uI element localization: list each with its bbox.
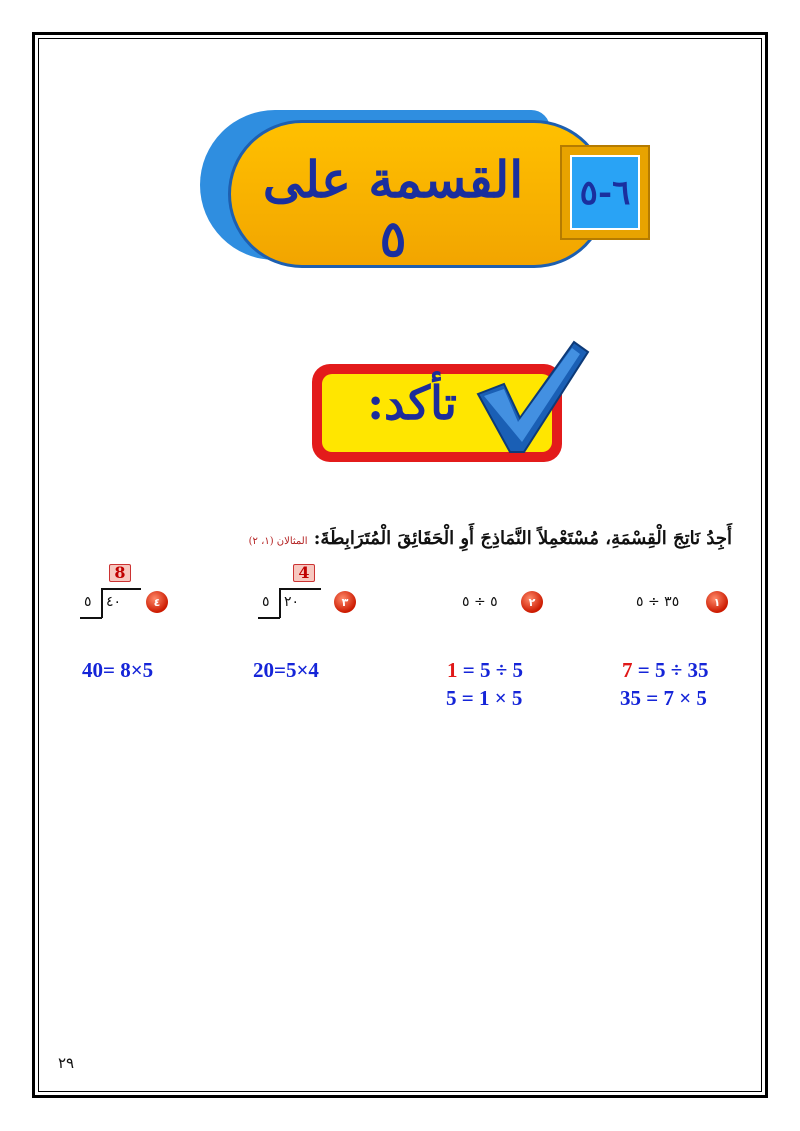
page-number: ٢٩ (58, 1054, 75, 1072)
exercise-4-division-bar (101, 588, 103, 618)
exercise-4-division-top (101, 588, 141, 590)
lesson-title: القسمة على ٥ (262, 150, 524, 268)
exercise-3-answer-box: 4 (293, 564, 315, 582)
exercise-3-answer-line-1: 20=5×4 (253, 658, 319, 682)
exercise-4-division-underline (80, 617, 102, 619)
exercise-1-answer-line-2: 35 = 7 × 5 (620, 686, 707, 710)
exercise-4-divisor: ٥ (84, 594, 92, 610)
exercise-2-answer-line-1: 1 = 5 ÷ 5 (447, 658, 523, 682)
check-section-label: تأكد: (367, 376, 457, 430)
exercise-1-bullet: ١ (706, 591, 728, 613)
exercise-4-bullet: ٤ (146, 591, 168, 613)
exercise-4-answer-box: 8 (109, 564, 131, 582)
exercise-3-bullet: ٣ (334, 591, 356, 613)
exercise-4-answer-line-1: 40= 8×5 (82, 658, 154, 682)
lesson-number-box (560, 145, 650, 240)
exercise-3-dividend: ٢٠ (284, 594, 300, 610)
exercise-2-bullet: ٢ (521, 591, 543, 613)
lesson-number: ٦-٥ (570, 155, 640, 230)
exercise-2-problem: ٥ ÷ ٥ (462, 594, 498, 610)
exercise-1-problem: ٣٥ ÷ ٥ (636, 594, 680, 610)
checkmark-icon (470, 336, 592, 458)
exercise-3-division-top (279, 588, 321, 590)
exercise-3-division-bar (279, 588, 281, 618)
lesson-banner (190, 100, 660, 290)
exercise-3-divisor: ٥ (262, 594, 270, 610)
exercise-1-answer-line-1: 7 = 5 ÷ 35 (622, 658, 709, 682)
instruction-reference: المثالان (١، ٢) (248, 536, 308, 547)
exercise-3-division-underline (258, 617, 280, 619)
exercise-4-dividend: ٤٠ (106, 594, 122, 610)
exercise-2-answer-line-2: 5 = 1 × 5 (446, 686, 523, 710)
instruction-line (150, 528, 732, 549)
instruction-text: أَجِدُ نَاتِجَ الْقِسْمَةِ، مُسْتَعْمِلاً النَّمَاذِجَ أَوِ الْحَقَائِقَ الْمُتَرَابِطَةَ: (313, 528, 732, 549)
